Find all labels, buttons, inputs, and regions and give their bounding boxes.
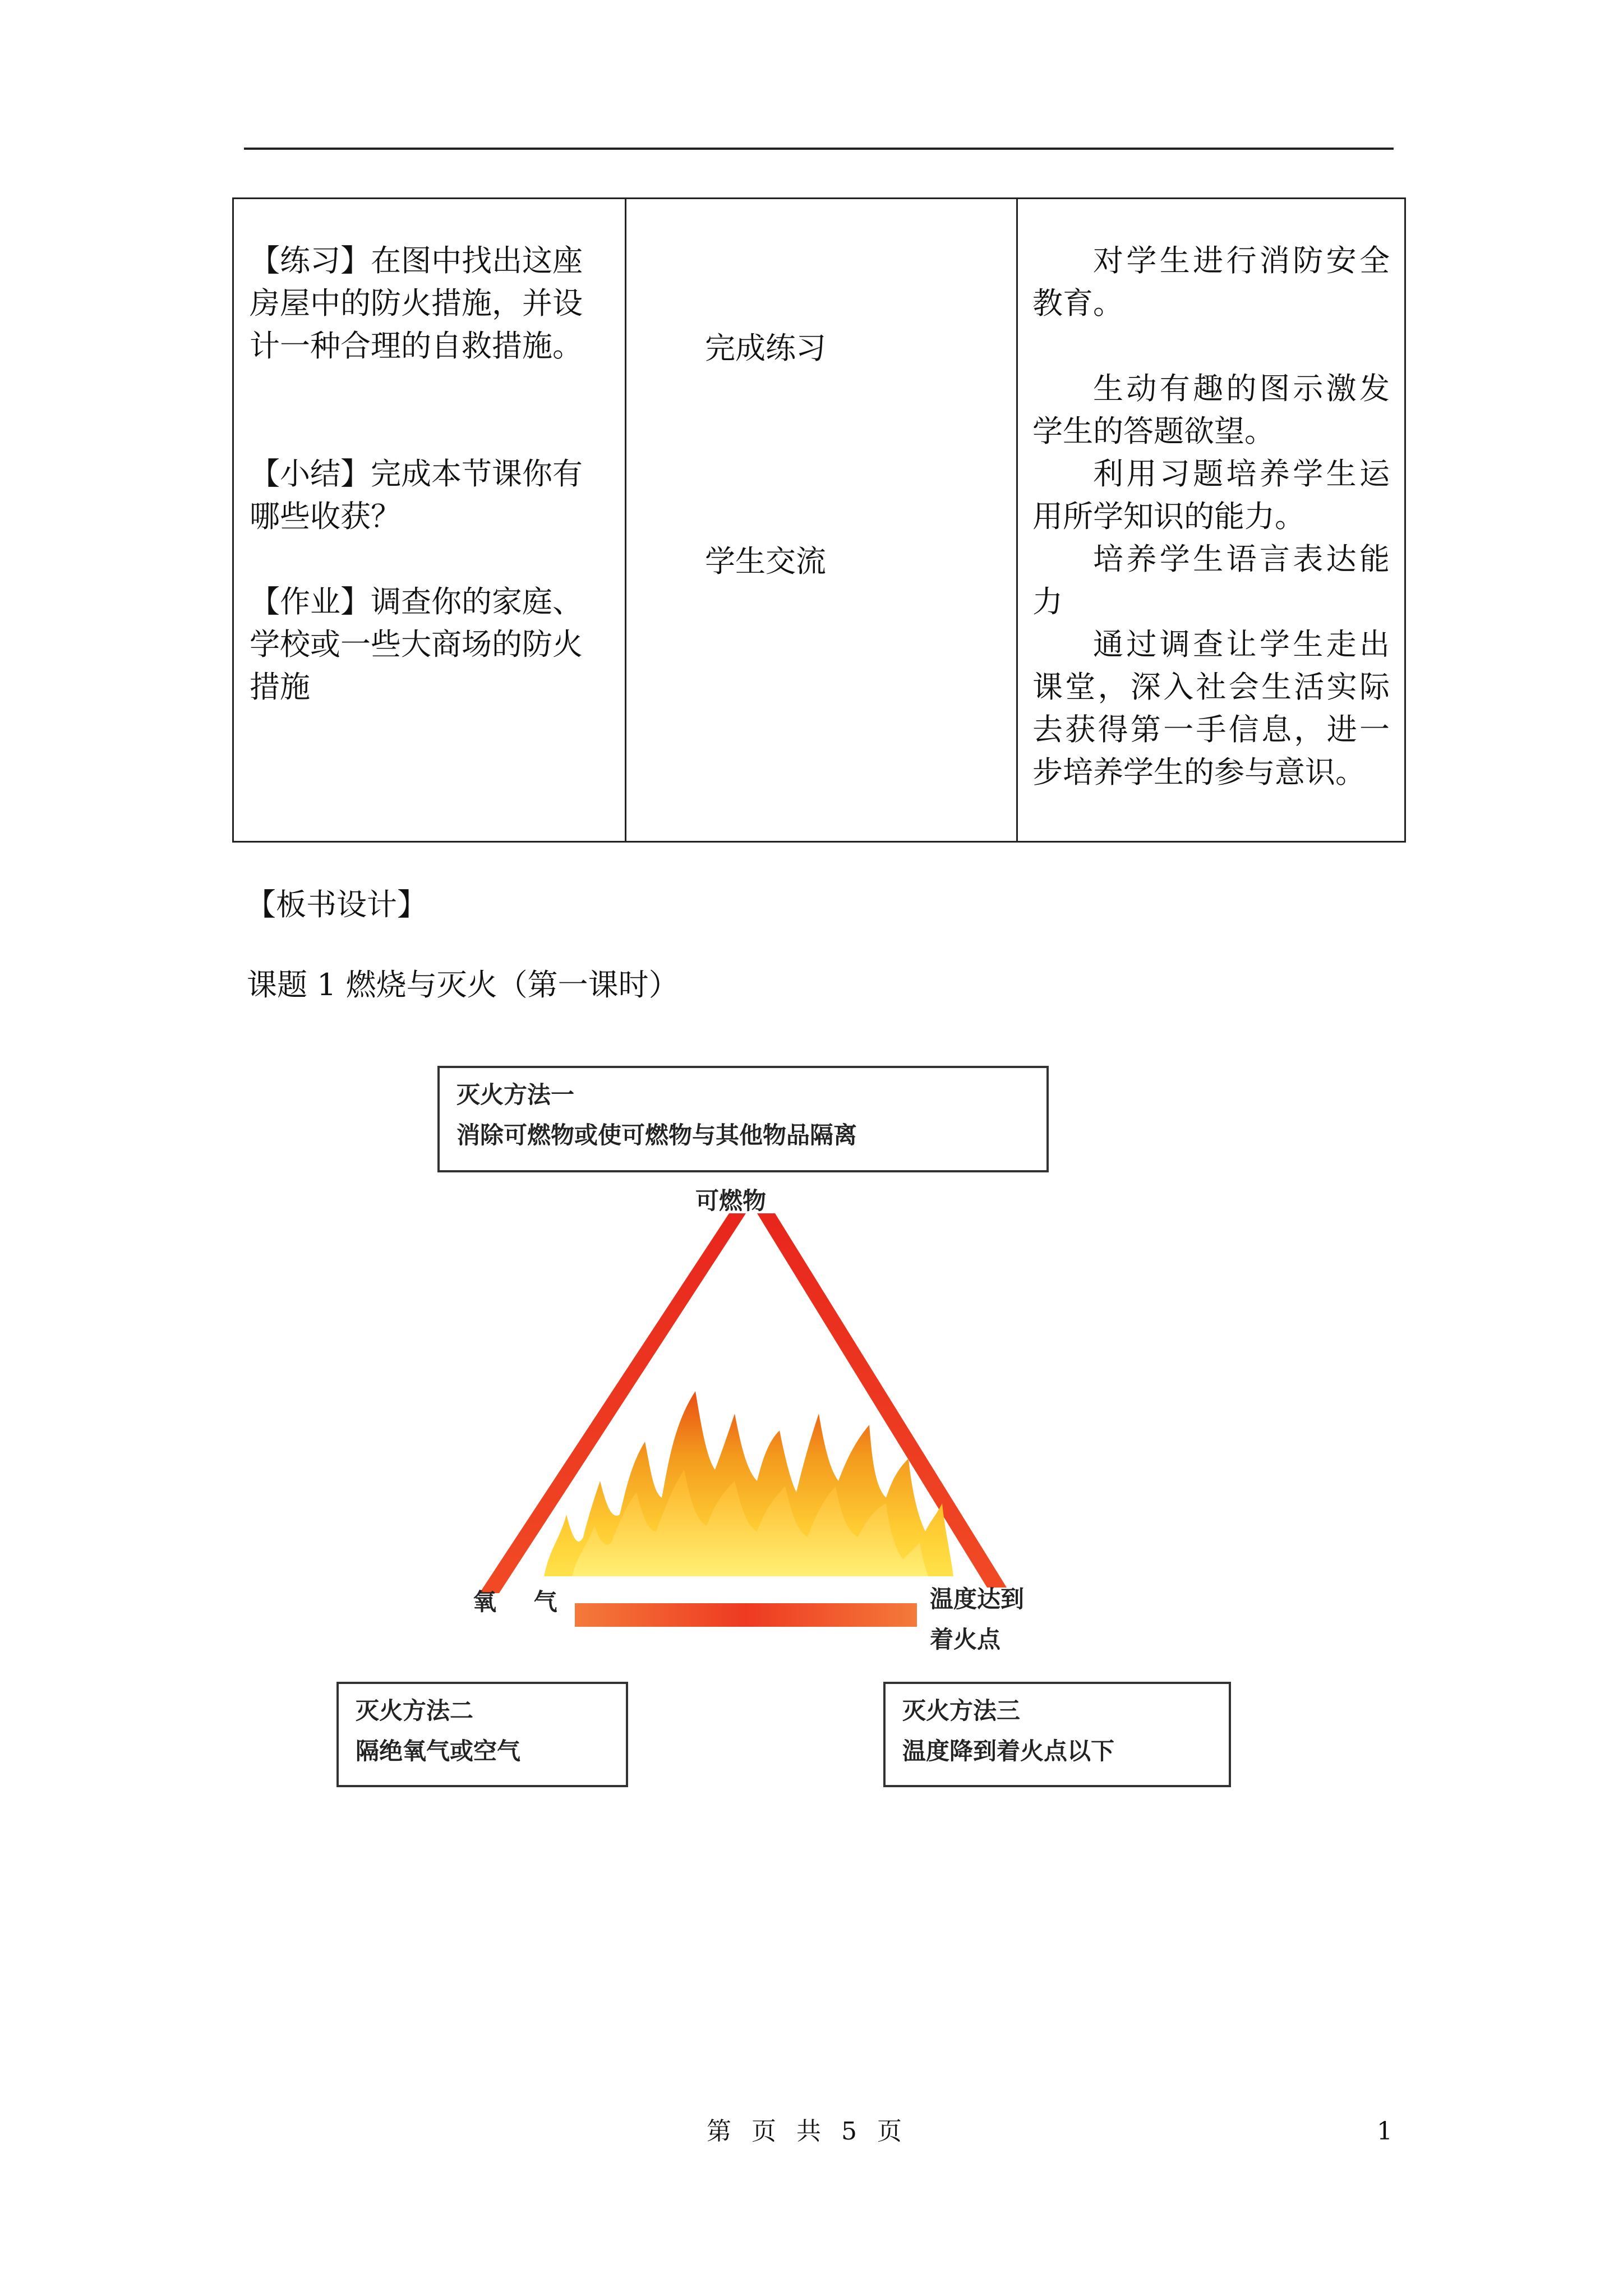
lesson-table [232, 197, 1406, 843]
intent-3: 利用习题培养学生运用所学知识的能力。 [1032, 456, 1390, 534]
method-2-box [336, 1682, 628, 1787]
method-2-text: 隔绝氧气或空气 [356, 1737, 521, 1765]
board-design-heading: 【板书设计】 [246, 887, 427, 922]
student-exchange-text: 学生交流 [705, 544, 826, 579]
method-1-title: 灭火方法一 [457, 1081, 575, 1108]
method-1-box [437, 1066, 1049, 1172]
lesson-title: 课题 1 燃烧与灭火（第一课时） [247, 967, 679, 1002]
ignition-temperature-label [930, 1579, 1024, 1660]
footer-page-count: 第 页 共 5 页 [707, 2117, 902, 2146]
homework-text: 【作业】调查你的家庭、学校或一些大商场的防火措施 [250, 584, 583, 705]
intent-2: 生动有趣的图示激发学生的答题欲望。 [1032, 371, 1390, 449]
oxygen-label: 氧 气 [473, 1588, 572, 1616]
intent-1: 对学生进行消防安全教育。 [1032, 243, 1390, 321]
intent-4: 培养学生语言表达能力 [1032, 541, 1390, 619]
header-rule [244, 148, 1394, 150]
fire-triangle-diagram [314, 1055, 1267, 1806]
activity-column [233, 199, 626, 842]
ignition-line-1: 温度达到 [930, 1585, 1025, 1613]
method-1-text: 消除可燃物或使可燃物与其他物品隔离 [457, 1121, 857, 1149]
method-2-title: 灭火方法二 [356, 1697, 474, 1724]
intent-5: 通过调查让学生走出课堂，深入社会生活实际去获得第一手信息，进一步培养学生的参与意识。 [1032, 627, 1390, 790]
triangle-base [575, 1603, 917, 1627]
method-3-title: 灭火方法三 [902, 1697, 1021, 1724]
exercise-text: 【练习】在图中找出这座房屋中的防火措施，并设计一种合理的自救措施。 [250, 243, 583, 364]
method-3-box [883, 1682, 1231, 1787]
complete-exercise-text: 完成练习 [705, 330, 826, 366]
ignition-line-2: 着火点 [930, 1626, 1001, 1653]
student-activity-column [626, 199, 1017, 842]
design-intent-column [1017, 199, 1405, 842]
fuel-label: 可燃物 [695, 1187, 767, 1214]
summary-text: 【小结】完成本节课你有哪些收获？ [250, 456, 583, 534]
method-3-text: 温度降到着火点以下 [902, 1737, 1115, 1765]
footer-page-number: 1 [1377, 2117, 1393, 2146]
